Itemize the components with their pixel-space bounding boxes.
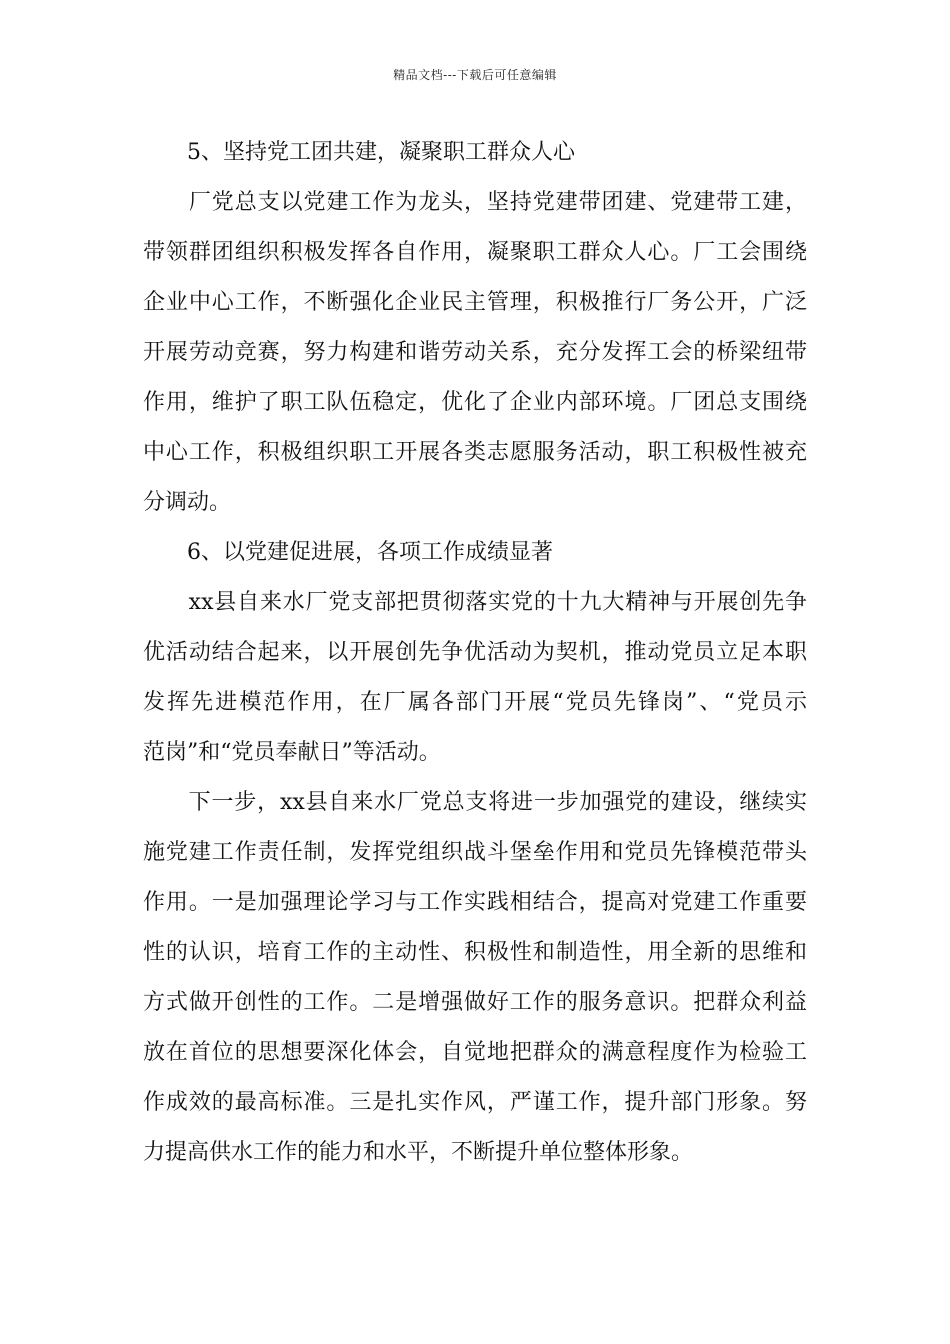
text-line: xx县自来水厂党支部把贯彻落实党的十九大精神与开展创先争 xyxy=(143,590,807,615)
text-line: 发挥先进模范作用，在厂属各部门开展“党员先锋岗”、“党员示 xyxy=(143,690,807,715)
text-line: 性的认识，培育工作的主动性、积极性和制造性，用全新的思维和 xyxy=(143,940,807,965)
text-line: 作成效的最高标准。三是扎实作风，严谨工作，提升部门形象。努 xyxy=(143,1090,807,1115)
section-heading-5: 5、坚持党工团共建，凝聚职工群众人心 xyxy=(143,140,575,165)
text-line: 厂党总支以党建工作为龙头，坚持党建带团建、党建带工建， xyxy=(143,190,807,215)
section-heading-6: 6、以党建促进展，各项工作成绩显著 xyxy=(143,540,553,565)
text-line: 作用。一是加强理论学习与工作实践相结合，提高对党建工作重要 xyxy=(143,890,807,915)
text-line: 作用，维护了职工队伍稳定，优化了企业内部环境。厂团总支围绕 xyxy=(143,390,807,415)
text-line: 下一步，xx县自来水厂党总支将进一步加强党的建设，继续实 xyxy=(143,790,807,815)
text-line: 带领群团组织积极发挥各自作用，凝聚职工群众人心。厂工会围绕 xyxy=(143,240,807,265)
text-line: 分调动。 xyxy=(143,490,232,515)
text-line: 施党建工作责任制，发挥党组织战斗堡垒作用和党员先锋模范带头 xyxy=(143,840,807,865)
text-line: 方式做开创性的工作。二是增强做好工作的服务意识。把群众利益 xyxy=(143,990,807,1015)
text-line: 放在首位的思想要深化体会，自觉地把群众的满意程度作为检验工 xyxy=(143,1040,807,1065)
text-line: 开展劳动竞赛，努力构建和谐劳动关系，充分发挥工会的桥梁纽带 xyxy=(143,340,807,365)
text-line: 力提高供水工作的能力和水平，不断提升单位整体形象。 xyxy=(143,1140,694,1165)
document-body xyxy=(143,128,807,1178)
text-line: 企业中心工作，不断强化企业民主管理，积极推行厂务公开，广泛 xyxy=(143,290,807,315)
text-line: 优活动结合起来，以开展创先争优活动为契机，推动党员立足本职 xyxy=(143,640,807,665)
text-line: 范岗”和“党员奉献日”等活动。 xyxy=(143,740,441,765)
page-header: 精品文档---下载后可任意编辑 xyxy=(393,68,557,82)
text-line: 中心工作，积极组织职工开展各类志愿服务活动，职工积极性被充 xyxy=(143,440,807,465)
